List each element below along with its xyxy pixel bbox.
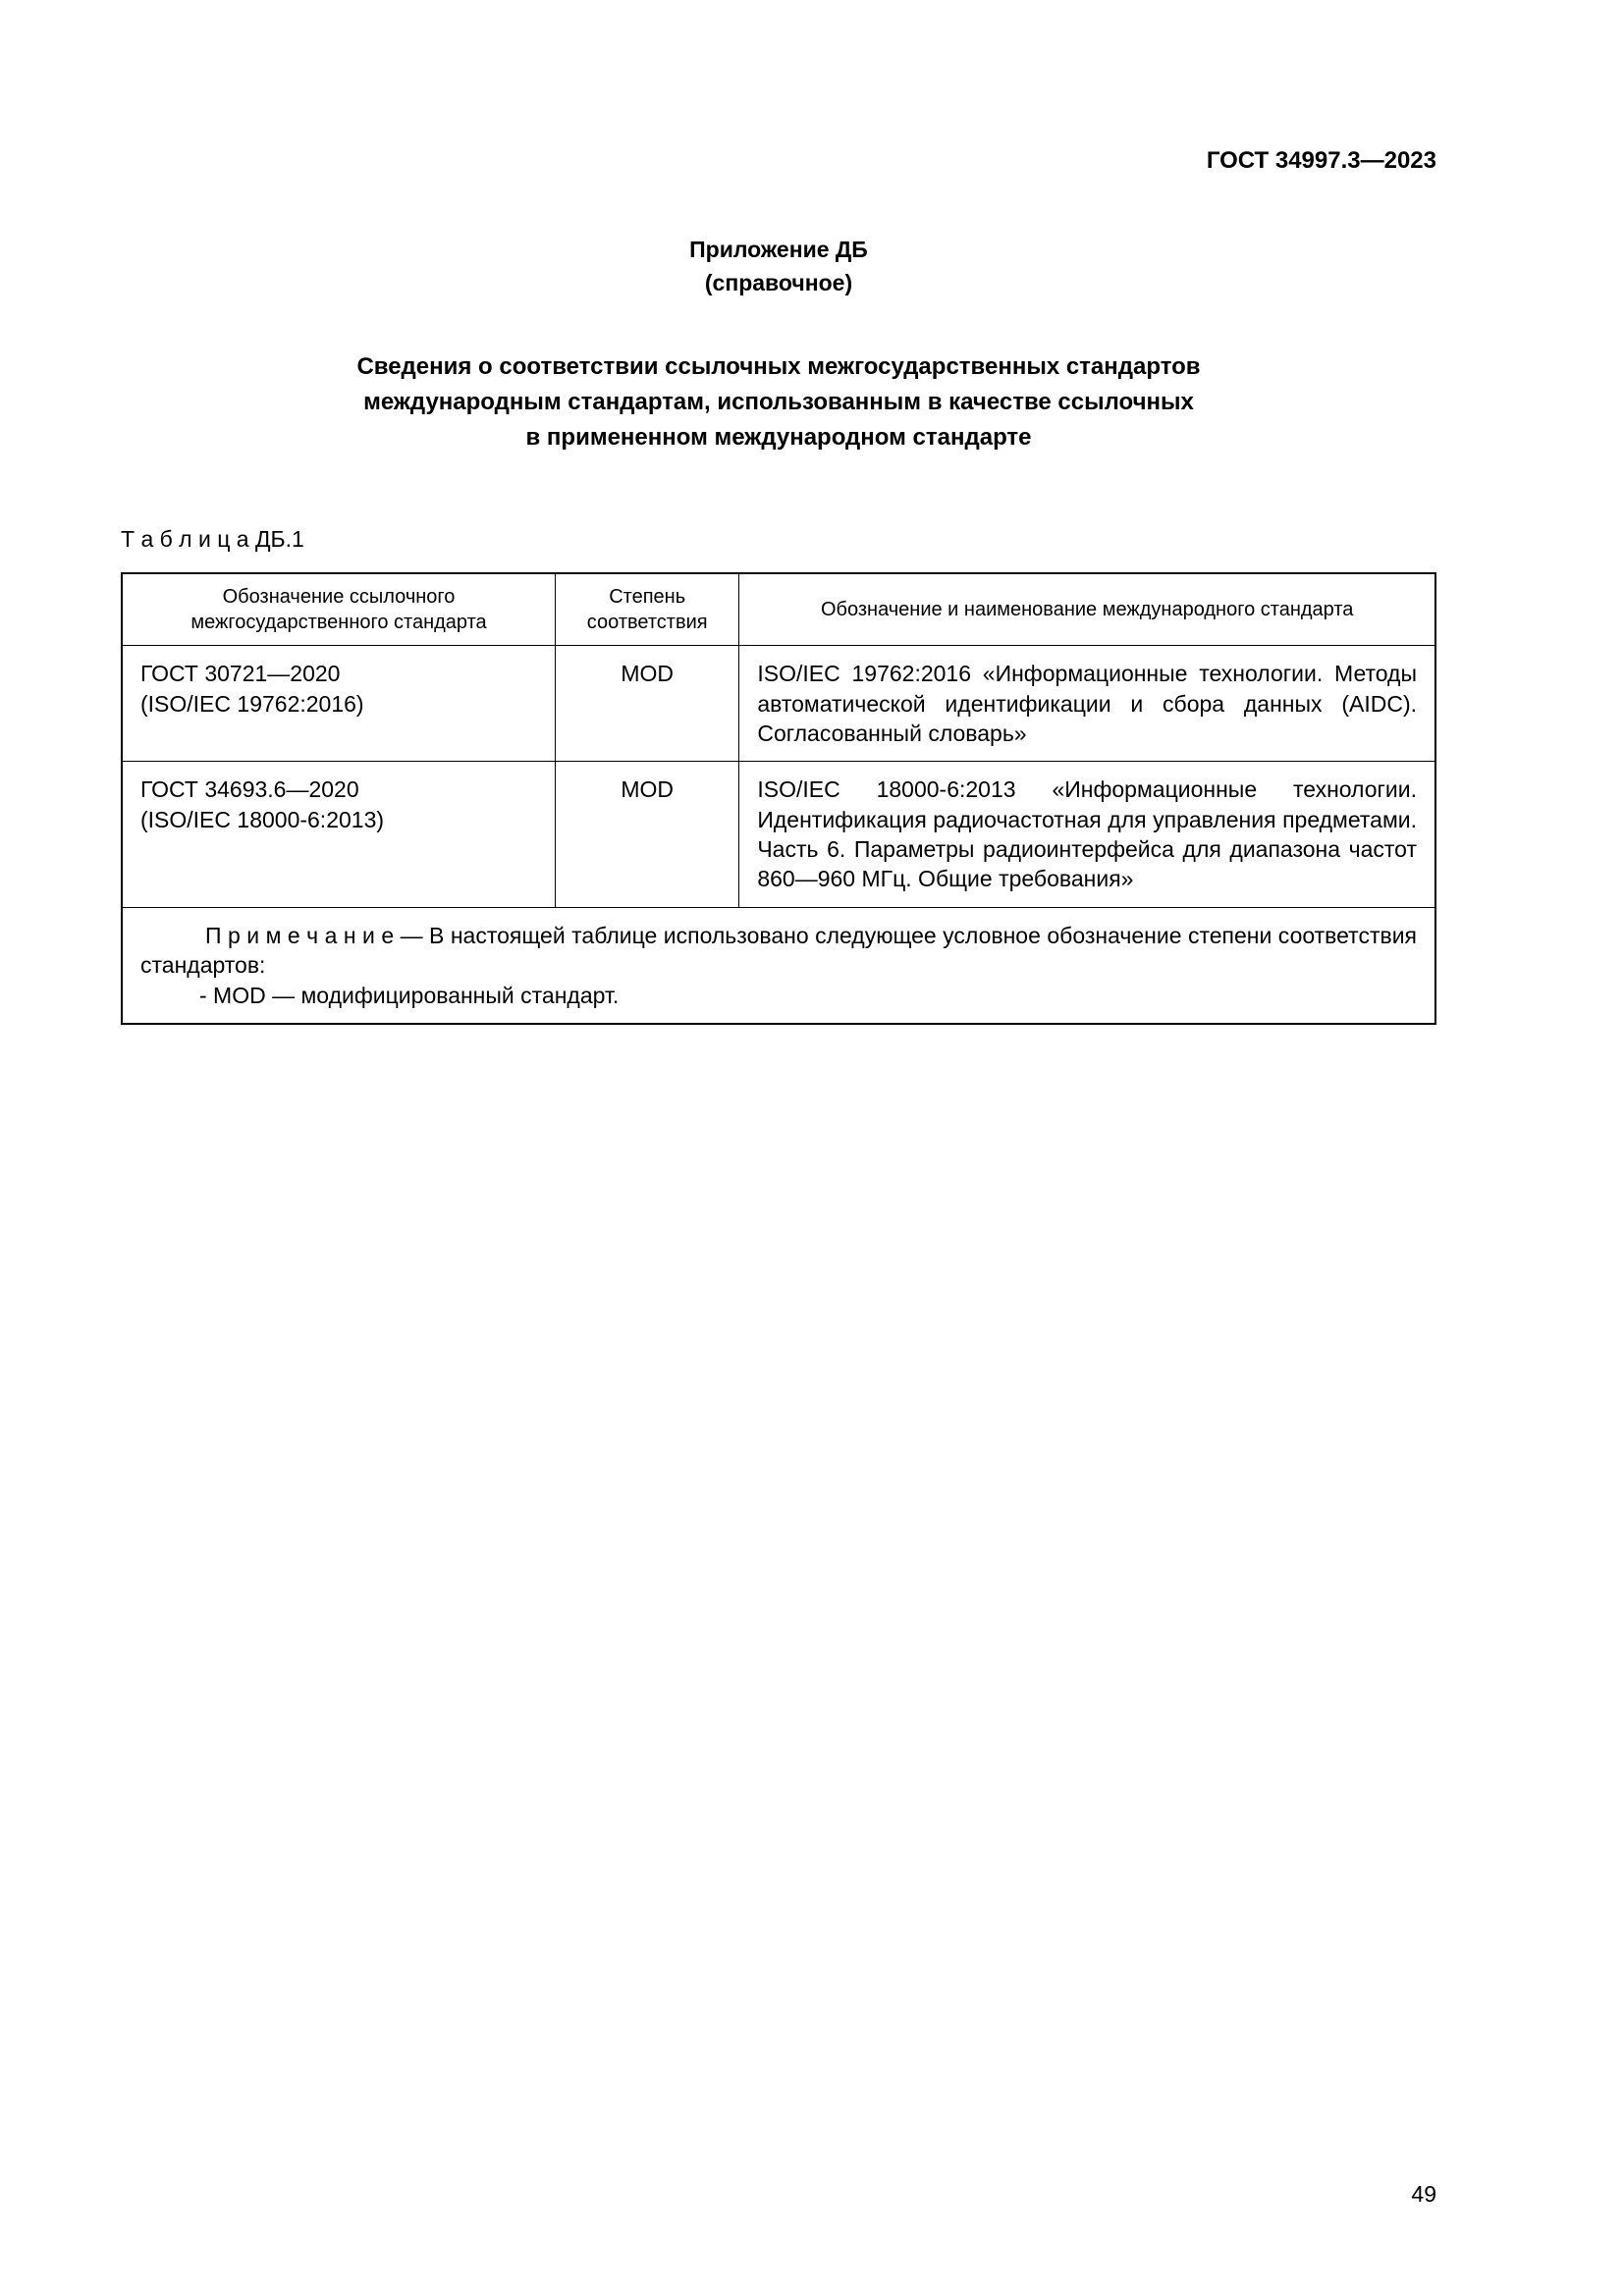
document-title-line-3: в примененном международном стандарте: [525, 423, 1032, 451]
international-standard-cell: ISO/IEC 18000-6:2013 «Информационные технологии. Идентификация радиочастотная для управления предметами. Часть 6. Параметры радиоинтерфейса для диапазона частот 860—960 МГц. Общие требования»: [739, 762, 1435, 907]
table-header-row: [122, 573, 1435, 646]
table-note-row: [122, 907, 1435, 1024]
standard-reference: (ISO/IEC 18000-6:2013): [140, 806, 385, 832]
note-text: П р и м е ч а н и е — В настоящей таблице использовано следующее условное обозначение степени соответствия стандартов:: [140, 922, 1417, 979]
page-content: [121, 147, 1436, 1025]
standard-code: ГОСТ 34693.6—2020: [140, 776, 359, 803]
note-item-mod: - MOD — модифицированный стандарт.: [199, 982, 620, 1008]
table-note-cell: [122, 907, 1435, 1024]
interstate-standard-cell: [122, 646, 556, 762]
degree-cell: MOD: [556, 762, 739, 907]
international-standard-cell: ISO/IEC 19762:2016 «Информационные технологии. Методы автоматической идентификации и сбора данных (AIDC). Согласованный словарь»: [739, 646, 1435, 762]
page-number: 49: [1411, 2181, 1436, 2207]
appendix-title: Приложение ДБ: [689, 236, 868, 262]
column-header-international-standard: Обозначение и наименование международного стандарта: [739, 573, 1435, 646]
appendix-subtitle: (справочное): [704, 270, 853, 296]
degree-cell: MOD: [556, 646, 739, 762]
document-title: [121, 349, 1436, 455]
column-header-degree: Степень соответствия: [556, 573, 739, 646]
document-title-line-1: Сведения о соответствии ссылочных межгосударственных стандартов: [356, 352, 1201, 380]
standard-code: ГОСТ 30721—2020: [140, 661, 341, 687]
table-row: [122, 762, 1435, 907]
table-caption: Т а б л и ц а ДБ.1: [121, 525, 304, 552]
appendix-heading: [121, 233, 1436, 300]
table-row: [122, 646, 1435, 762]
standard-reference: (ISO/IEC 19762:2016): [140, 690, 364, 717]
column-header-interstate-standard: Обозначение ссылочного межгосударственного стандарта: [122, 573, 556, 646]
interstate-standard-cell: [122, 762, 556, 907]
document-code-header: ГОСТ 34997.3—2023: [1206, 147, 1436, 174]
document-title-line-2: международным стандартам, использованным в качестве ссылочных: [363, 388, 1194, 415]
standards-correspondence-table: [121, 572, 1436, 1025]
